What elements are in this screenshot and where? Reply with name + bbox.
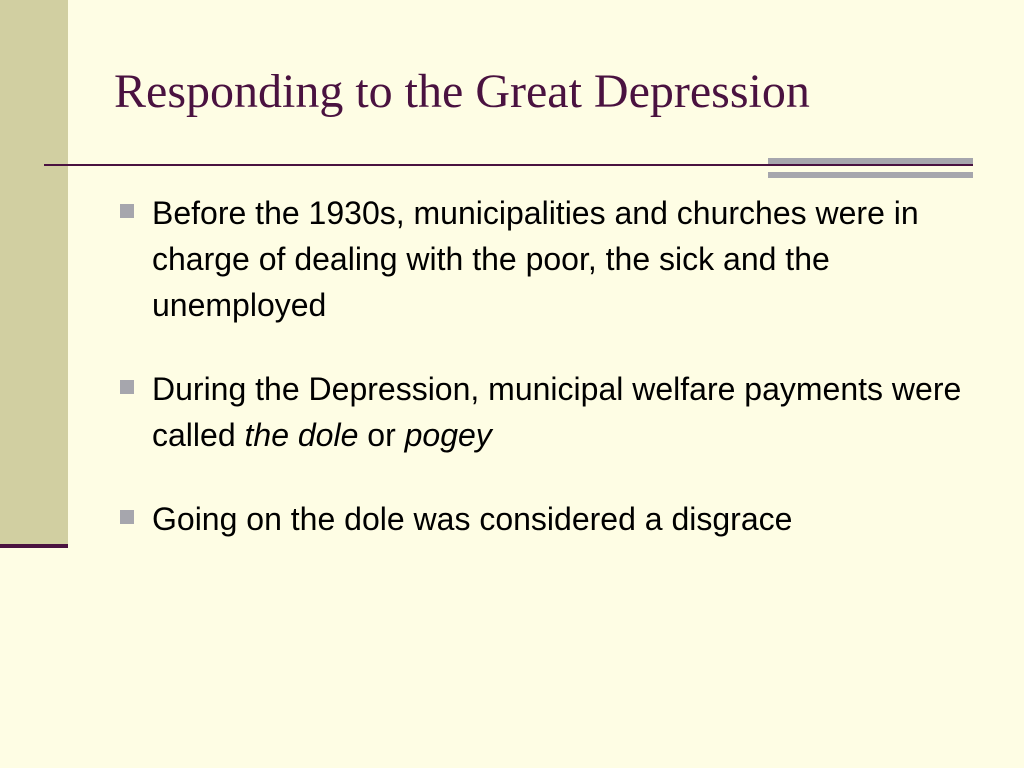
decorative-gray-bar-bottom [768, 172, 973, 178]
bullet-item-2 [118, 366, 978, 458]
square-bullet-icon [120, 204, 134, 218]
decorative-gray-bar-top [768, 158, 973, 164]
bullet-text-connector: or [358, 417, 405, 453]
bullet-text: Before the 1930s, municipalities and churches were in charge of dealing with the poor, the sick and the unemployed [152, 195, 919, 323]
bullet-list [118, 190, 978, 542]
square-bullet-icon [120, 380, 134, 394]
bullet-item-1 [118, 190, 978, 328]
square-bullet-icon [120, 510, 134, 524]
slide-title: Responding to the Great Depression [114, 65, 810, 118]
left-decorative-band [0, 0, 68, 544]
left-accent-line [0, 544, 68, 548]
bullet-text: Going on the dole was considered a disgrace [152, 501, 793, 537]
title-divider-line [44, 164, 973, 166]
bullet-italic-term-dole: the dole [244, 417, 359, 453]
bullet-item-3 [118, 496, 978, 542]
bullet-italic-term-pogey: pogey [404, 417, 492, 453]
bullet-text-start: During the Depression, municipal welfare payments were called [152, 371, 962, 453]
